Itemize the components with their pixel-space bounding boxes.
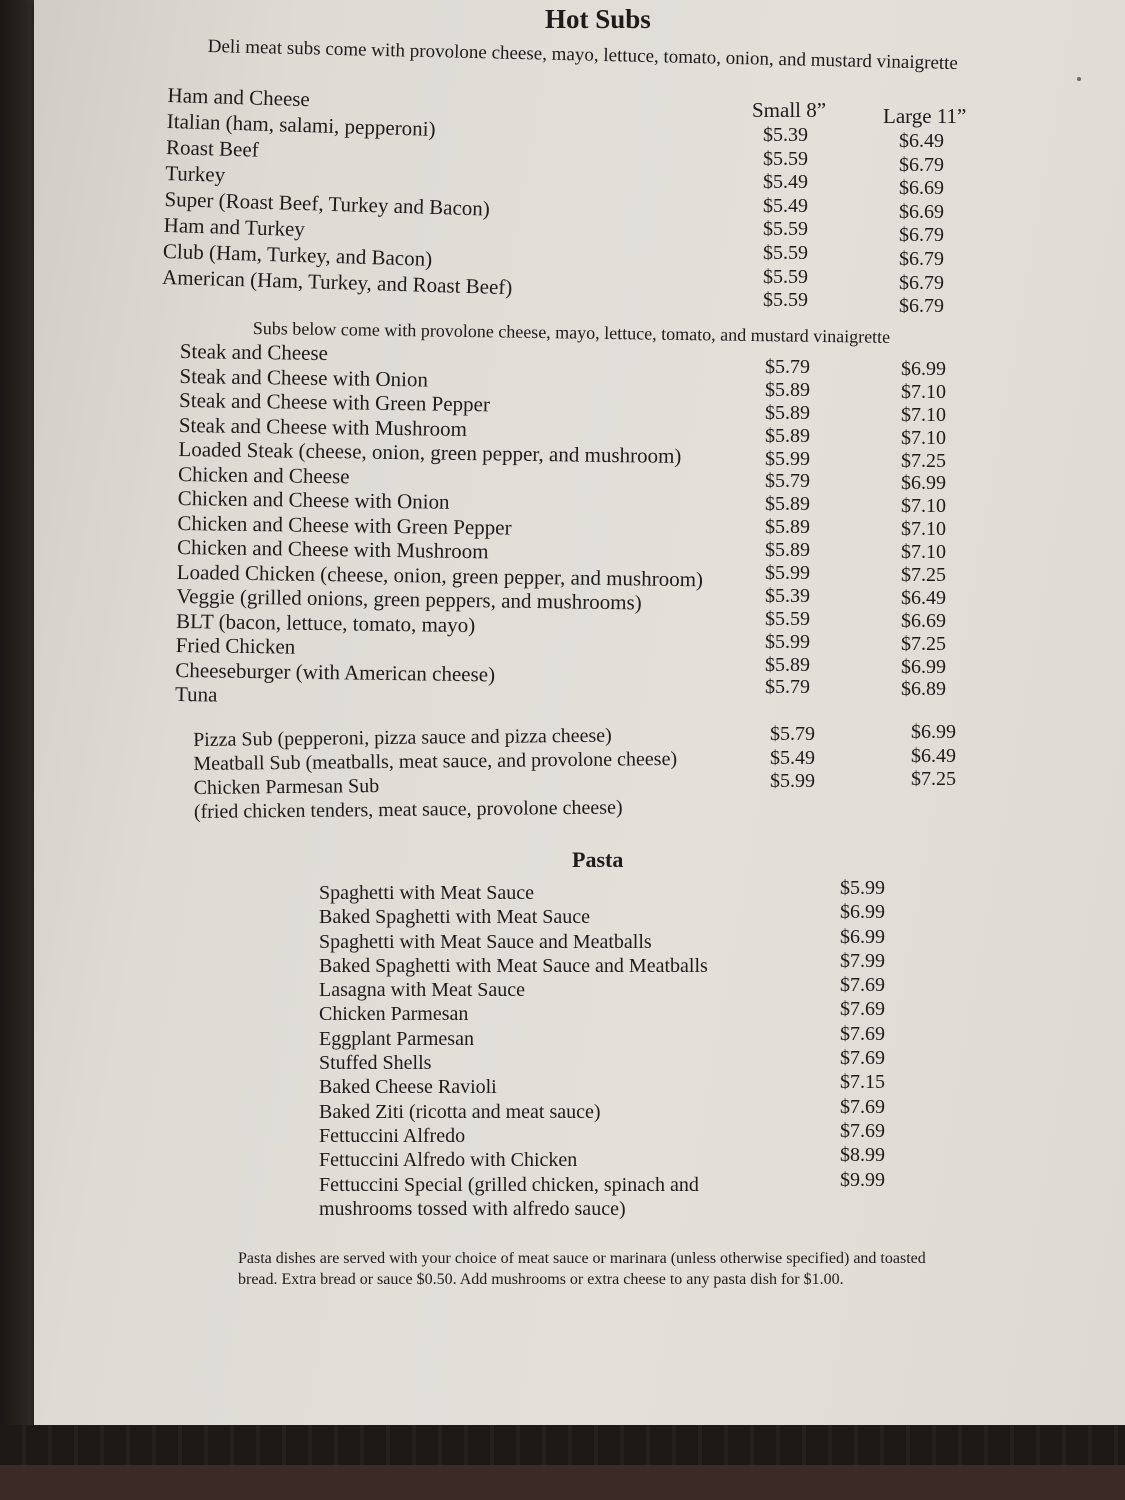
menu-item-name: Chicken and Cheese with Green Pepper: [177, 510, 512, 540]
menu-item-name: Cheeseburger (with American cheese): [175, 657, 496, 686]
menu-item-name: Chicken Parmesan: [319, 1003, 469, 1026]
menu-item-name: Pizza Sub (pepperoni, pizza sauce and pizza cheese): [193, 724, 612, 751]
menu-item-name: Veggie (grilled onions, green peppers, and mushrooms): [176, 583, 642, 615]
price-small: $5.79: [770, 723, 815, 745]
menu-item-name: American (Ham, Turkey, and Roast Beef): [161, 264, 513, 300]
price-small: $5.49: [763, 194, 808, 217]
price: $7.69: [840, 1047, 885, 1070]
price: $7.99: [840, 949, 885, 972]
price-small: $5.49: [770, 746, 815, 769]
price-large: $6.79: [899, 224, 944, 247]
deli-item-list: [162, 82, 518, 300]
price-large: $6.79: [899, 271, 944, 294]
price-large: $6.49: [901, 586, 946, 609]
pasta-footer-note: [238, 1248, 998, 1290]
menu-item-name: Fettuccini Alfredo: [319, 1124, 466, 1147]
price: $8.99: [840, 1144, 885, 1167]
pasta-prices: [840, 876, 885, 1192]
subs-below-note: Subs below come with provolone cheese, mayo, lettuce, tomato, and mustard vinaigrette: [252, 318, 891, 347]
menu-item-name: Steak and Cheese with Green Pepper: [178, 387, 491, 417]
menu-item-name: Spaghetti with Meat Sauce: [319, 882, 534, 904]
menu-item-name: Fried Chicken: [175, 632, 296, 659]
menu-item-name: Baked Cheese Ravioli: [319, 1076, 497, 1099]
price-large: $6.69: [899, 200, 944, 223]
footer-line: bread. Extra bread or sauce $0.50. Add mushrooms or extra cheese to any pasta dish for $1.00.: [238, 1271, 844, 1288]
deli-small-prices: [763, 124, 808, 313]
price-small: $5.59: [763, 265, 808, 288]
price-large: $7.10: [901, 380, 946, 403]
price-small: $5.59: [765, 607, 810, 630]
menu-item-name: Spaghetti with Meat Sauce and Meatballs: [319, 930, 652, 953]
price-small: $5.59: [763, 218, 808, 241]
menu-item-name: Loaded Steak (cheese, onion, green pepper, and mushroom): [178, 436, 682, 469]
sub-large-prices: [901, 358, 946, 701]
price-large: $7.25: [901, 449, 946, 472]
menu-item-name: Steak and Cheese with Mushroom: [178, 412, 468, 441]
paper-speck: [1077, 77, 1081, 81]
price: $7.69: [840, 1095, 885, 1118]
price-small: $5.59: [763, 147, 808, 170]
price-large: $7.25: [901, 632, 946, 655]
price-large: $6.99: [901, 655, 946, 678]
sub-item-list: [175, 339, 706, 714]
menu-item-name: Ham and Cheese: [167, 82, 311, 112]
price-large: $6.69: [899, 177, 944, 200]
menu-item-name: Tuna: [174, 681, 218, 707]
menu-item-name: Stuffed Shells: [319, 1052, 432, 1075]
price: $7.69: [840, 998, 885, 1021]
price-large: $7.10: [901, 541, 946, 564]
price-small: $5.59: [763, 241, 808, 264]
price: $5.99: [840, 877, 885, 899]
price-small: $5.59: [763, 289, 808, 312]
menu-item-name: Chicken Parmesan Sub: [193, 775, 380, 799]
price-large: $7.10: [901, 403, 946, 426]
menu-item-name: Steak and Cheese with Onion: [179, 363, 429, 391]
menu-item-name: Club (Ham, Turkey, and Bacon): [162, 238, 433, 271]
price-large: $7.10: [901, 518, 946, 541]
menu-item-description: (fried chicken tenders, meat sauce, provolone cheese): [193, 796, 623, 823]
price: $6.99: [840, 901, 885, 924]
price-small: $5.79: [765, 470, 810, 493]
menu-item-description: mushrooms tossed with alfredo sauce): [319, 1197, 626, 1220]
price-small: $5.99: [770, 770, 815, 793]
menu-item-name: Italian (ham, salami, pepperoni): [166, 108, 436, 141]
price-large: $6.79: [899, 153, 944, 176]
price-small: $5.99: [765, 447, 810, 470]
menu-item-name: Ham and Turkey: [163, 212, 306, 242]
price-large: $7.10: [901, 495, 946, 518]
menu-item-name: Fettuccini Alfredo with Chicken: [319, 1149, 578, 1172]
price-small: $5.79: [765, 356, 810, 378]
menu-item-name: BLT (bacon, lettuce, tomato, mayo): [175, 608, 476, 637]
price-large: $6.99: [901, 358, 946, 380]
menu-item-name: Chicken and Cheese with Mushroom: [176, 534, 489, 564]
pasta-item-list: [319, 881, 708, 1221]
hot-subs-title: Hot Subs: [545, 4, 651, 34]
price-small: $5.89: [765, 378, 810, 401]
special-sub-list: [193, 723, 678, 824]
deli-note: Deli meat subs come with provolone cheese, mayo, lettuce, tomato, onion, and mustard vinaigrette: [207, 36, 959, 75]
menu-item-name: Super (Roast Beef, Turkey and Bacon): [164, 186, 491, 221]
menu-item-name: Fettuccini Special (grilled chicken, spinach and: [319, 1173, 699, 1196]
price-large: $6.99: [911, 721, 956, 743]
price-large: $6.89: [901, 678, 946, 701]
price-large: $6.99: [901, 472, 946, 495]
price-small: $5.99: [765, 562, 810, 585]
price-large: $6.79: [899, 295, 944, 318]
price-small: $5.99: [765, 630, 810, 653]
menu-item-name: Chicken and Cheese with Onion: [177, 485, 450, 514]
price-large: $6.69: [901, 609, 946, 632]
price: $7.69: [840, 1119, 885, 1142]
price: $7.15: [840, 1071, 885, 1094]
price-small: $5.89: [765, 539, 810, 562]
price-large: $6.79: [899, 247, 944, 270]
menu-item-name: Baked Spaghetti with Meat Sauce and Meatballs: [319, 954, 708, 977]
price-large: $6.49: [899, 130, 944, 152]
menu-item-name: Loaded Chicken (cheese, onion, green pepper, and mushroom): [176, 559, 704, 591]
special-small-prices: [770, 723, 815, 794]
price-small: $5.89: [765, 401, 810, 424]
price-small: $5.89: [765, 493, 810, 516]
deli-large-prices: [899, 130, 944, 319]
price-small: $5.79: [765, 676, 810, 699]
menu-item-name: Baked Ziti (ricotta and meat sauce): [319, 1100, 601, 1123]
price: $6.99: [840, 925, 885, 948]
menu-item-name: Turkey: [164, 160, 226, 187]
menu-item-name: Roast Beef: [165, 134, 260, 162]
price-small: $5.89: [765, 653, 810, 676]
menu-item-name: Meatball Sub (meatballs, meat sauce, and provolone cheese): [193, 747, 678, 775]
price-small: $5.39: [763, 124, 808, 146]
price: $9.99: [840, 1168, 885, 1191]
price: $7.69: [840, 974, 885, 997]
menu-item-name: Chicken and Cheese: [177, 461, 350, 488]
price-large: $6.49: [911, 744, 956, 767]
footer-line: Pasta dishes are served with your choice of meat sauce or marinara (unless otherwise specified) and toasted: [238, 1250, 926, 1267]
menu-item-name: Lasagna with Meat Sauce: [319, 979, 526, 1002]
price-large: $7.25: [901, 564, 946, 587]
price-large: $7.10: [901, 426, 946, 449]
price-small: $5.39: [765, 584, 810, 607]
price: $7.69: [840, 1022, 885, 1045]
price-small: $5.49: [763, 171, 808, 194]
size-small-header: Small 8”: [752, 98, 827, 122]
price-small: $5.89: [765, 516, 810, 539]
price-large: $7.25: [911, 768, 956, 791]
menu-item-name: Steak and Cheese: [179, 339, 329, 366]
sub-small-prices: [765, 356, 810, 699]
price-small: $5.89: [765, 424, 810, 447]
size-large-header: Large 11”: [883, 104, 967, 128]
pasta-title: Pasta: [572, 847, 624, 872]
special-large-prices: [911, 721, 956, 792]
menu-item-name: Baked Spaghetti with Meat Sauce: [319, 906, 591, 929]
menu-item-name: Eggplant Parmesan: [319, 1027, 474, 1050]
